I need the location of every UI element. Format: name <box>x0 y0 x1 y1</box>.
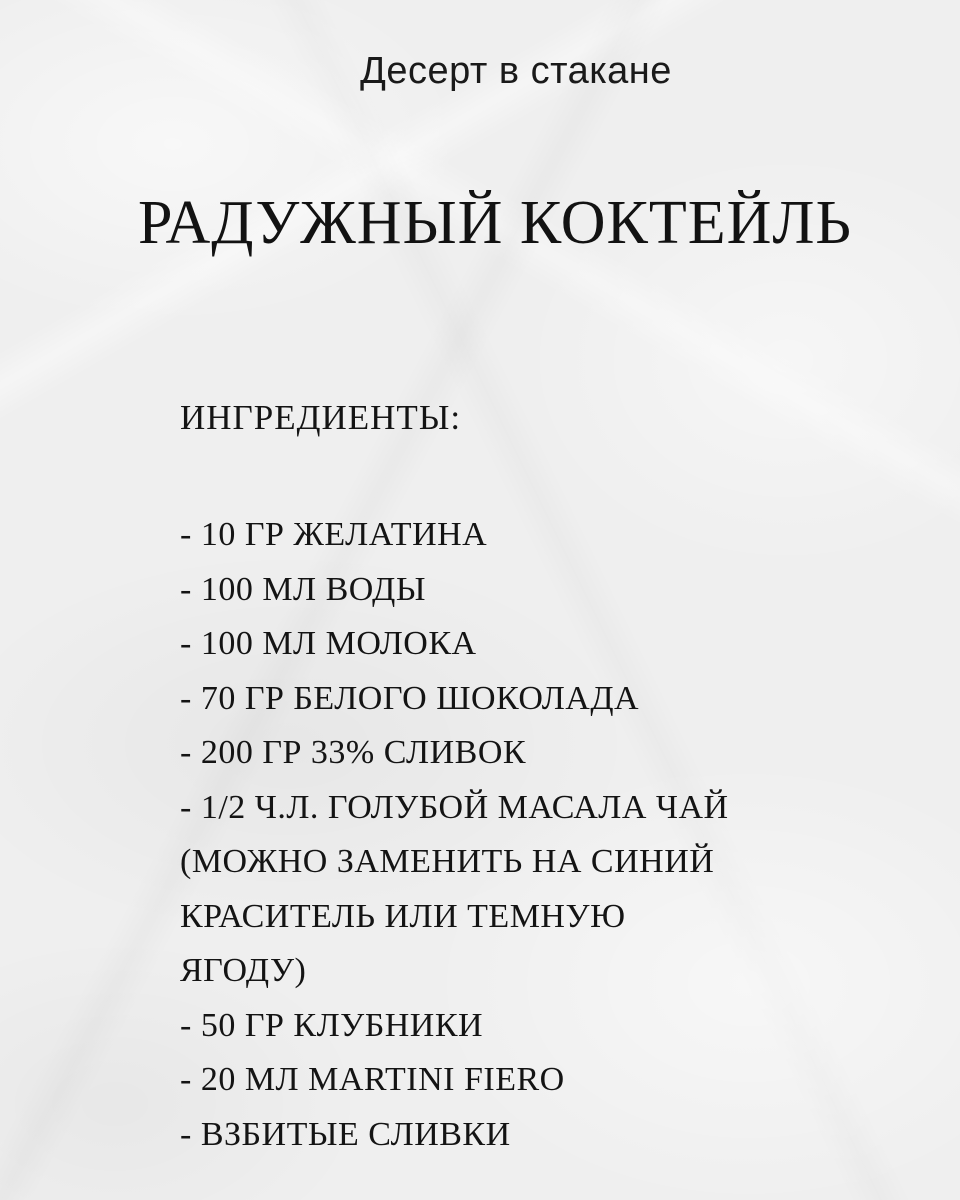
ingredient-line: ЯГОДУ) <box>180 952 307 989</box>
ingredient-line: - 10 ГР ЖЕЛАТИНА <box>180 516 488 553</box>
ingredients-heading: ИНГРЕДИЕНТЫ: <box>180 398 462 437</box>
ingredients-list <box>180 508 900 1162</box>
recipe-title: РАДУЖНЫЙ КОКТЕЙЛЬ <box>137 189 853 257</box>
recipe-category-subtitle: Десерт в стакане <box>360 50 672 92</box>
ingredient-line: КРАСИТЕЛЬ ИЛИ ТЕМНУЮ <box>180 897 626 935</box>
ingredient-line: - 20 МЛ MARTINI FIERO <box>180 1061 565 1098</box>
ingredient-line: - ВЗБИТЫЕ СЛИВКИ <box>180 1115 511 1153</box>
ingredient-line: (МОЖНО ЗАМЕНИТЬ НА СИНИЙ <box>180 843 715 880</box>
ingredient-line: - 50 ГР КЛУБНИКИ <box>180 1006 484 1044</box>
ingredient-line: - 100 МЛ МОЛОКА <box>180 625 477 662</box>
ingredient-line: - 1/2 Ч.Л. ГОЛУБОЙ МАСАЛА ЧАЙ <box>180 788 729 826</box>
ingredient-line: - 200 ГР 33% СЛИВОК <box>180 734 527 771</box>
ingredient-line: - 100 МЛ ВОДЫ <box>180 570 426 608</box>
ingredient-line: - 70 ГР БЕЛОГО ШОКОЛАДА <box>180 679 640 717</box>
